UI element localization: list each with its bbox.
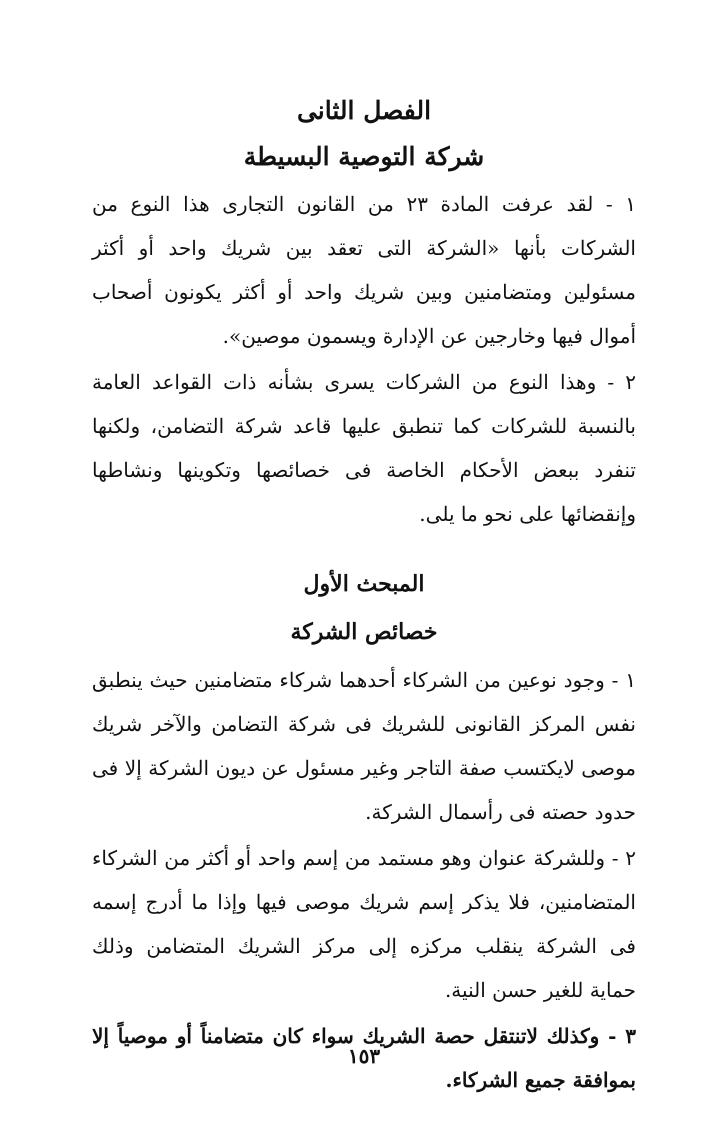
page-number: ١٥٣ — [347, 1044, 381, 1068]
chapter-subtitle: شركة التوصية البسيطة — [243, 142, 485, 171]
paragraph-intro-2: ٢ - وهذا النوع من الشركات يسرى بشأنه ذات القواعد العامة بالنسبة للشركات كما تنطبق عليها قاعد شركة التضامن، ولكنها تنفرد ببعض الأحكام الخاصة فى خصائصها وتكوينها ونشاطها وإنقضائها على نحو ما يلى. — [92, 370, 637, 526]
paragraph-feature-2: ٢ - وللشركة عنوان وهو مستمد من إسم واحد أو أكثر من الشركاء المتضامنين، فلا يذكر إسم شريك موصى فيها وإذا ما أدرج إسمه فى الشركة ينقلب مركزه إلى مركز الشريك المتضامن وذلك حماية للغير حسن النية. — [92, 846, 636, 1002]
paragraph-feature-1: ١ - وجود نوعين من الشركاء أحدهما شركاء متضامنين حيث ينطبق نفس المركز القانونى للشريك فى شركة التضامن والآخر شريك موصى لايكتسب صفة التاجر وغير مسئول عن ديون الشركة إلا فى حدود حصته فى رأسمال الشركة. — [92, 668, 636, 824]
section-title: المبحث الأول — [303, 571, 425, 597]
paragraph-feature-3: ٣ - وكذلك لاتنتقل حصة الشريك سواء كان متضامناً أو موصياً إلا بموافقة جميع الشركاء. — [92, 1024, 636, 1092]
section-subtitle: خصائص الشركة — [290, 619, 438, 645]
chapter-title: الفصل الثانى — [296, 96, 432, 125]
paragraph-intro-1: ١ - لقد عرفت المادة ٢٣ من القانون التجارى هذا النوع من الشركات بأنها «الشركة التى تعقد بين شريك واحد أو أكثر مسئولين ومتضامنين وبين شريك واحد أو أكثر يكونون أصحاب أموال فيها وخارجين عن الإدارة ويسمون موصين». — [92, 192, 636, 348]
